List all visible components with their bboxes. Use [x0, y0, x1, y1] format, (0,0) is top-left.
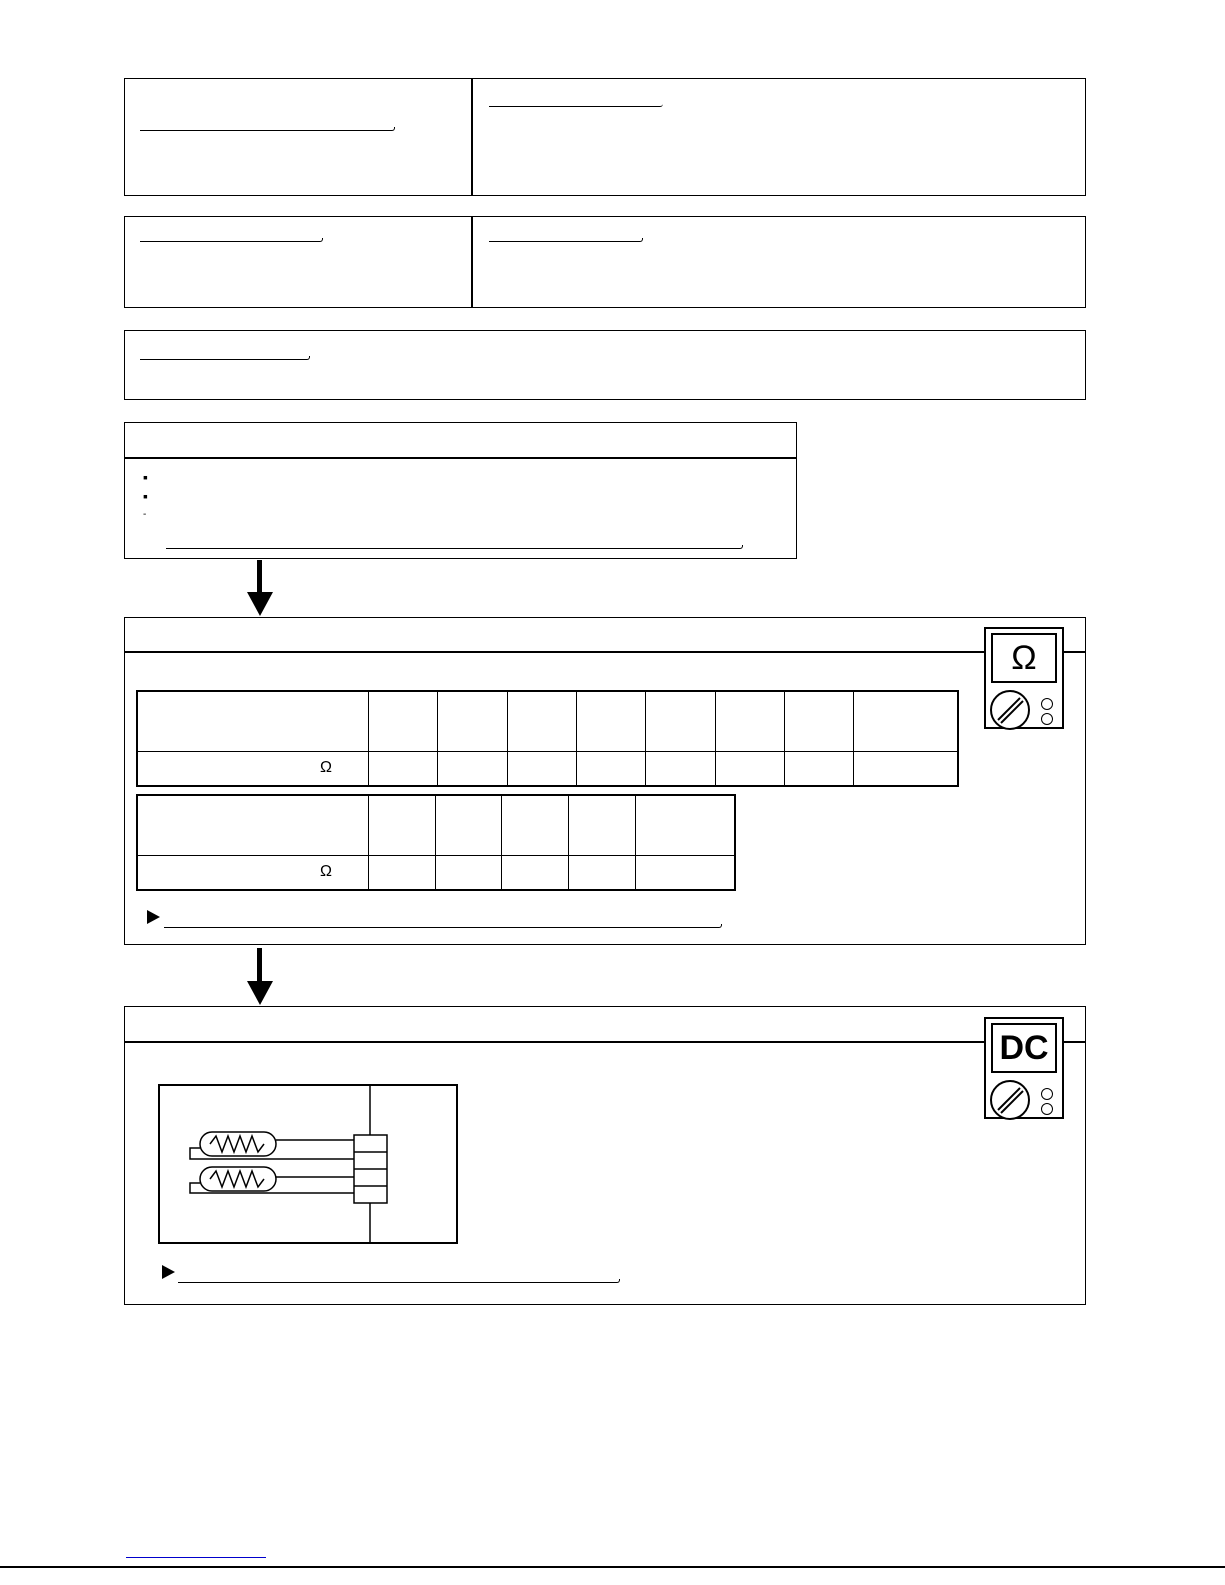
footer-rule — [0, 1566, 1225, 1568]
info-block-top — [124, 78, 1086, 196]
table-row — [137, 855, 735, 890]
table-cell — [369, 691, 438, 751]
table-cell — [785, 751, 854, 786]
step-1-note-line — [166, 545, 743, 549]
table-cell — [435, 855, 502, 890]
resistance-table-2 — [136, 794, 736, 891]
table-cell — [137, 795, 369, 855]
table-cell — [438, 751, 507, 786]
table-cell — [785, 691, 854, 751]
meter-dial-icon — [989, 1079, 1033, 1123]
step-1-bullet-3: - — [143, 509, 147, 520]
table-cell — [137, 691, 369, 751]
table-cell — [369, 795, 436, 855]
info-top-right-heading-line — [489, 103, 663, 107]
step-3-title-divider — [124, 1041, 1086, 1043]
meter-jack-1 — [1041, 698, 1053, 710]
dc-voltmeter-icon — [984, 1017, 1064, 1119]
resistance-table-1 — [136, 690, 959, 787]
thermistor-connector-diagram — [158, 1084, 460, 1246]
info-bottom-heading-line — [140, 356, 310, 360]
pointer-triangle-icon — [162, 1265, 175, 1279]
step-1-title-divider — [124, 457, 797, 459]
table-cell — [577, 751, 646, 786]
flow-arrow-2-shaft — [257, 948, 262, 982]
meter-jack-2 — [1041, 713, 1053, 725]
ohmmeter-icon — [984, 627, 1064, 729]
table-cell — [507, 751, 576, 786]
table-cell — [438, 691, 507, 751]
ohmmeter-display: Ω — [991, 633, 1057, 683]
table-row — [137, 691, 958, 751]
meter-dial-icon — [989, 689, 1033, 733]
table-cell — [854, 751, 958, 786]
table-cell — [854, 691, 958, 751]
table-cell — [369, 751, 438, 786]
table-cell — [369, 855, 436, 890]
info-block-middle-divider — [471, 216, 473, 308]
down-arrow-icon — [247, 592, 273, 616]
info-middle-left-heading-line — [140, 238, 323, 242]
step-3-result-line — [178, 1279, 620, 1283]
info-block-bottom — [124, 330, 1086, 400]
resistance-unit-label: Ω — [137, 855, 369, 890]
connector-pins-icon — [354, 1135, 387, 1203]
step-1-box — [124, 422, 797, 559]
table-cell — [646, 691, 715, 751]
meter-jack-2 — [1041, 1103, 1053, 1115]
table-cell — [502, 795, 569, 855]
step-2-title-divider — [124, 651, 1086, 653]
table-cell — [635, 855, 735, 890]
table-cell — [568, 795, 635, 855]
step-1-bullet-1: ▪ — [143, 469, 148, 485]
pointer-triangle-icon — [147, 910, 160, 924]
footer-link-underline[interactable] — [126, 1557, 266, 1558]
meter-jack-1 — [1041, 1088, 1053, 1100]
flow-arrow-1-shaft — [257, 560, 262, 593]
dc-meter-display: DC — [991, 1023, 1057, 1073]
table-cell — [646, 751, 715, 786]
table-cell — [502, 855, 569, 890]
info-block-middle — [124, 216, 1086, 308]
down-arrow-icon — [247, 981, 273, 1005]
table-cell — [568, 855, 635, 890]
table-cell — [435, 795, 502, 855]
table-row — [137, 751, 958, 786]
table-cell — [507, 691, 576, 751]
table-cell — [715, 691, 784, 751]
info-top-left-heading-line — [140, 127, 395, 131]
table-cell — [577, 691, 646, 751]
step-2-result-line — [164, 924, 722, 928]
table-cell — [715, 751, 784, 786]
step-1-bullet-2: ▪ — [143, 488, 148, 504]
info-middle-right-heading-line — [489, 238, 643, 242]
table-row — [137, 795, 735, 855]
info-block-top-divider — [471, 78, 473, 196]
resistance-unit-label: Ω — [137, 751, 369, 786]
table-cell — [635, 795, 735, 855]
